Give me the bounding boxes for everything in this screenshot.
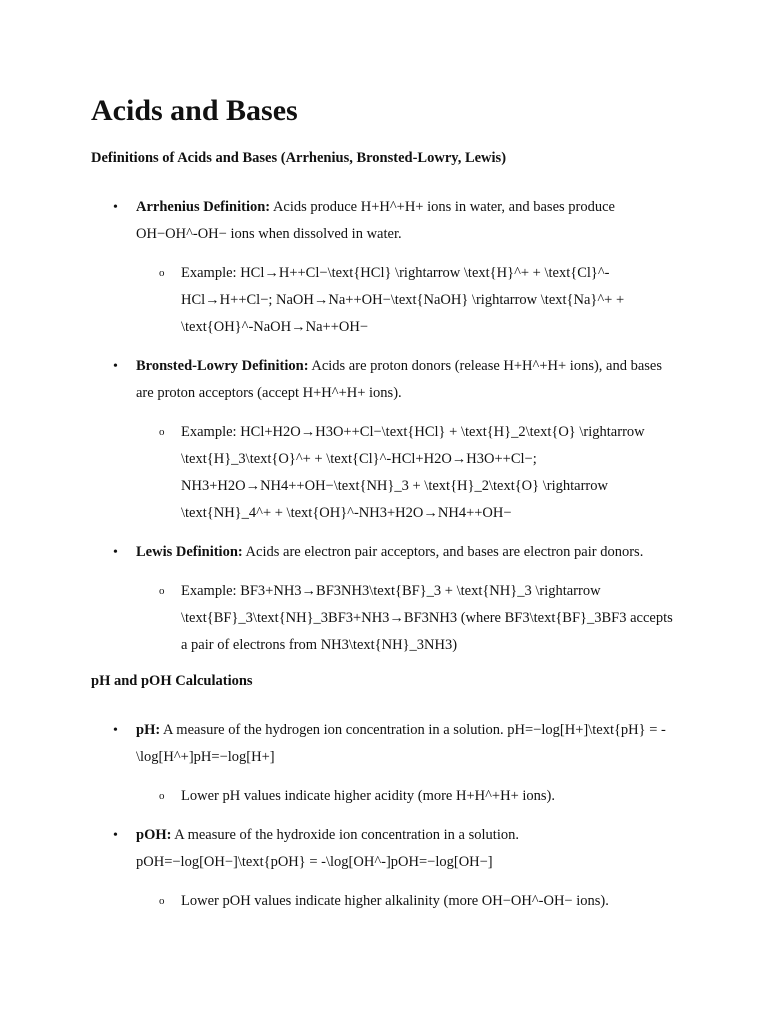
list-item-poh	[91, 822, 678, 915]
term-label: pH:	[136, 722, 161, 738]
item-text: A measure of the hydrogen ion concentration in a solution. pH=−log[H+]\text{pH} = -\log[H^+]pH=−log[H+]	[136, 722, 666, 765]
sub-list-item	[136, 260, 678, 341]
circle-bullet-icon: o	[159, 895, 165, 907]
term-label: Arrhenius Definition:	[136, 199, 271, 215]
term-label: Bronsted-Lowry Definition:	[136, 358, 309, 374]
term-label: Lewis Definition:	[136, 544, 243, 560]
item-text: Acids are proton donors (release H+H^+H+ ions), and bases are proton acceptors (accept H+H^+H+ ions).	[136, 358, 663, 401]
sub-item-text: Example: BF3+NH3→BF3NH3\text{BF}_3 + \text{NH}_3 \rightarrow \text{BF}_3\text{NH}_3BF3+NH3→BF3NH3 (where BF3\text{BF}_3BF3 accepts a pair of electrons from NH3\text{NH}_3NH3)	[181, 583, 673, 653]
circle-bullet-icon: o	[159, 267, 165, 279]
sub-list	[136, 578, 678, 659]
sub-list-item	[136, 578, 678, 659]
item-text: Acids are electron pair acceptors, and bases are electron pair donors.	[242, 544, 644, 560]
ph-poh-list	[91, 717, 678, 915]
section-heading-definitions: Definitions of Acids and Bases (Arrhenius, Bronsted-Lowry, Lewis)	[91, 150, 507, 166]
section-heading-ph-poh: pH and pOH Calculations	[91, 673, 253, 689]
bullet-icon: •	[113, 828, 118, 843]
sub-list-item	[136, 419, 678, 527]
bullet-icon: •	[113, 545, 118, 560]
list-item-lewis	[91, 539, 678, 659]
list-item-arrhenius	[91, 194, 678, 341]
page-title: Acids and Bases	[91, 94, 298, 127]
sub-item-text: Example: HCl+H2O→H3O++Cl−\text{HCl} + \text{H}_2\text{O} \rightarrow \text{H}_3\text{O}^+ + \text{Cl}^-HCl+H2O→H3O++Cl−; NH3+H2O→NH4++OH−\text{NH}_3 + \text{H}_2\text{O} \rightarrow \text{NH}_4^+ + \text{OH}^-NH3+H2O→NH4++OH−	[181, 424, 645, 521]
circle-bullet-icon: o	[159, 585, 165, 597]
item-text: A measure of the hydroxide ion concentration in a solution. pOH=−log[OH−]\text{pOH} = -\log[OH^-]pOH=−log[OH−]	[136, 827, 519, 870]
sub-item-text: Lower pOH values indicate higher alkalinity (more OH−OH^-OH− ions).	[181, 893, 609, 909]
sub-list	[136, 419, 678, 527]
list-item-bronsted-lowry	[91, 353, 678, 527]
bullet-icon: •	[113, 359, 118, 374]
sub-list	[136, 888, 678, 915]
item-text: Acids produce H+H^+H+ ions in water, and bases produce OH−OH^-OH− ions when dissolved in water.	[136, 199, 615, 242]
bullet-icon: •	[113, 723, 118, 738]
sub-list	[136, 783, 678, 810]
circle-bullet-icon: o	[159, 426, 165, 438]
list-item-ph	[91, 717, 678, 810]
sub-list	[136, 260, 678, 341]
sub-item-text: Example: HCl→H++Cl−\text{HCl} \rightarrow \text{H}^+ + \text{Cl}^-HCl→H++Cl−; NaOH→Na++OH−\text{NaOH} \rightarrow \text{Na}^+ + \text{OH}^-NaOH→Na++OH−	[181, 265, 625, 335]
sub-list-item	[136, 783, 678, 810]
sub-item-text: Lower pH values indicate higher acidity (more H+H^+H+ ions).	[181, 788, 555, 804]
definitions-list	[91, 194, 678, 659]
sub-list-item	[136, 888, 678, 915]
bullet-icon: •	[113, 200, 118, 215]
circle-bullet-icon: o	[159, 790, 165, 802]
term-label: pOH:	[136, 827, 172, 843]
